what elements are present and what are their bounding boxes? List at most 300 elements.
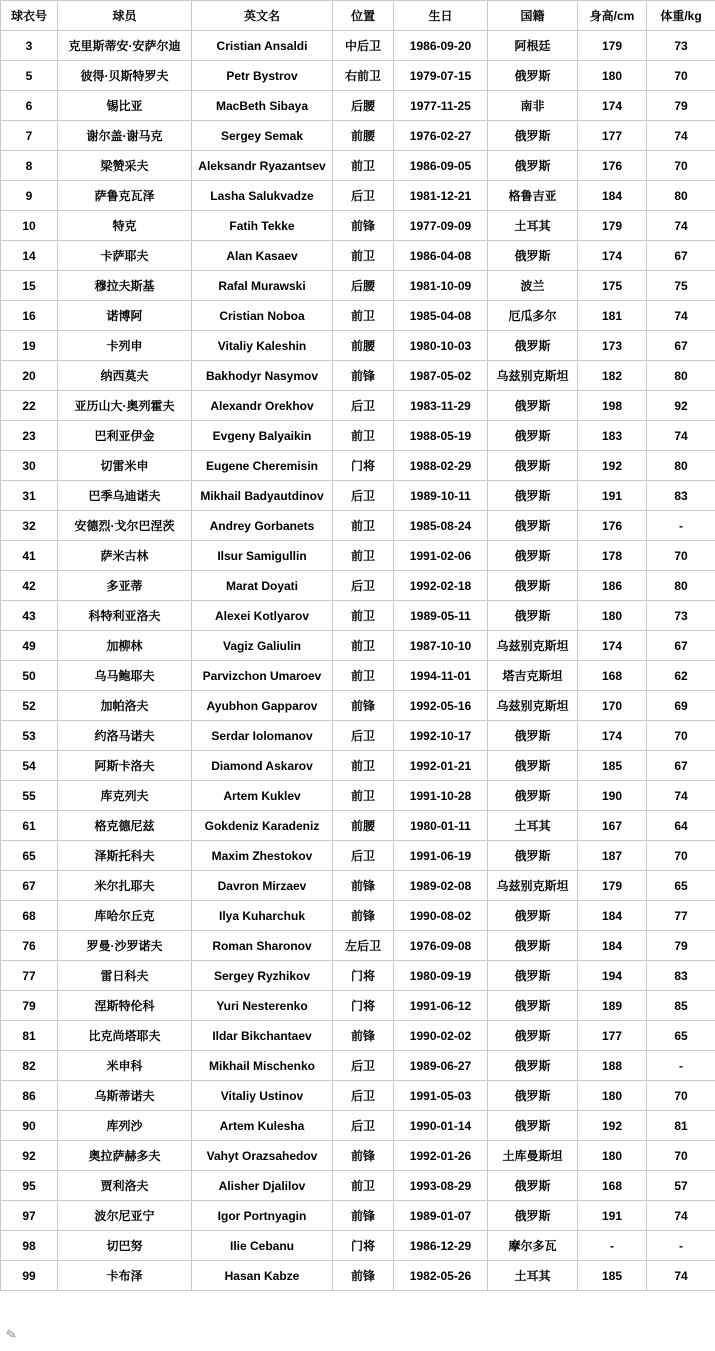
cell-jersey-number: 15 <box>1 271 58 301</box>
cell-height: 179 <box>578 211 647 241</box>
cell-height: 194 <box>578 961 647 991</box>
cell-position: 门将 <box>333 451 394 481</box>
cell-jersey-number: 3 <box>1 31 58 61</box>
cell-position: 前锋 <box>333 361 394 391</box>
cell-position: 前腰 <box>333 121 394 151</box>
cell-nationality: 俄罗斯 <box>488 601 578 631</box>
cell-player-name-cn: 卡布泽 <box>58 1261 192 1291</box>
cell-player-name-cn: 乌斯蒂诺夫 <box>58 1081 192 1111</box>
cell-jersey-number: 61 <box>1 811 58 841</box>
cell-player-name-en: Gokdeniz Karadeniz <box>192 811 333 841</box>
cell-position: 前卫 <box>333 781 394 811</box>
cell-jersey-number: 82 <box>1 1051 58 1081</box>
cell-nationality: 俄罗斯 <box>488 1021 578 1051</box>
cell-jersey-number: 7 <box>1 121 58 151</box>
cell-position: 前卫 <box>333 1171 394 1201</box>
cell-birthday: 1981-12-21 <box>394 181 488 211</box>
cell-position: 前锋 <box>333 211 394 241</box>
cell-nationality: 土耳其 <box>488 1261 578 1291</box>
cell-height: 198 <box>578 391 647 421</box>
cell-jersey-number: 23 <box>1 421 58 451</box>
cell-player-name-en: Ayubhon Gapparov <box>192 691 333 721</box>
cell-height: 192 <box>578 1111 647 1141</box>
cell-nationality: 俄罗斯 <box>488 931 578 961</box>
cell-weight: 74 <box>647 421 715 451</box>
cell-birthday: 1989-05-11 <box>394 601 488 631</box>
cell-birthday: 1988-02-29 <box>394 451 488 481</box>
cell-nationality: 俄罗斯 <box>488 961 578 991</box>
cell-player-name-cn: 乌马鲍耶夫 <box>58 661 192 691</box>
cell-weight: 79 <box>647 91 715 121</box>
cell-position: 后腰 <box>333 91 394 121</box>
cell-birthday: 1987-10-10 <box>394 631 488 661</box>
cell-player-name-en: Vitaliy Ustinov <box>192 1081 333 1111</box>
cell-birthday: 1992-05-16 <box>394 691 488 721</box>
cell-height: - <box>578 1231 647 1261</box>
cell-jersey-number: 90 <box>1 1111 58 1141</box>
cell-player-name-en: MacBeth Sibaya <box>192 91 333 121</box>
cell-player-name-cn: 格克德尼兹 <box>58 811 192 841</box>
cell-nationality: 俄罗斯 <box>488 511 578 541</box>
cell-weight: 85 <box>647 991 715 1021</box>
cell-player-name-cn: 泽斯托科夫 <box>58 841 192 871</box>
cell-jersey-number: 49 <box>1 631 58 661</box>
cell-position: 后卫 <box>333 841 394 871</box>
table-row <box>1 211 715 241</box>
cell-nationality: 格鲁吉亚 <box>488 181 578 211</box>
cell-position: 后卫 <box>333 481 394 511</box>
cell-height: 184 <box>578 901 647 931</box>
cell-height: 180 <box>578 601 647 631</box>
cell-height: 191 <box>578 481 647 511</box>
cell-birthday: 1987-05-02 <box>394 361 488 391</box>
cell-player-name-en: Bakhodyr Nasymov <box>192 361 333 391</box>
cell-height: 187 <box>578 841 647 871</box>
cell-weight: 70 <box>647 1081 715 1111</box>
cell-position: 后卫 <box>333 1111 394 1141</box>
cell-birthday: 1992-02-18 <box>394 571 488 601</box>
cell-nationality: 俄罗斯 <box>488 901 578 931</box>
table-row <box>1 601 715 631</box>
cell-birthday: 1986-09-05 <box>394 151 488 181</box>
cell-birthday: 1991-02-06 <box>394 541 488 571</box>
cell-position: 前卫 <box>333 751 394 781</box>
cell-nationality: 俄罗斯 <box>488 151 578 181</box>
cell-nationality: 俄罗斯 <box>488 1201 578 1231</box>
cell-height: 175 <box>578 271 647 301</box>
cell-jersey-number: 86 <box>1 1081 58 1111</box>
cell-player-name-en: Mikhail Mischenko <box>192 1051 333 1081</box>
cell-weight: 74 <box>647 121 715 151</box>
cell-position: 后卫 <box>333 721 394 751</box>
table-row <box>1 811 715 841</box>
cell-player-name-cn: 克里斯蒂安·安萨尔迪 <box>58 31 192 61</box>
cell-weight: 92 <box>647 391 715 421</box>
cell-birthday: 1990-02-02 <box>394 1021 488 1051</box>
cell-jersey-number: 22 <box>1 391 58 421</box>
cell-height: 182 <box>578 361 647 391</box>
cell-jersey-number: 19 <box>1 331 58 361</box>
cell-weight: 80 <box>647 451 715 481</box>
cell-jersey-number: 55 <box>1 781 58 811</box>
table-row <box>1 901 715 931</box>
cell-birthday: 1977-11-25 <box>394 91 488 121</box>
cell-position: 前卫 <box>333 151 394 181</box>
cell-player-name-en: Marat Doyati <box>192 571 333 601</box>
cell-player-name-cn: 奥拉萨赫多夫 <box>58 1141 192 1171</box>
cell-jersey-number: 41 <box>1 541 58 571</box>
cell-jersey-number: 10 <box>1 211 58 241</box>
cell-weight: 67 <box>647 751 715 781</box>
cell-nationality: 塔吉克斯坦 <box>488 661 578 691</box>
table-row <box>1 361 715 391</box>
cell-nationality: 俄罗斯 <box>488 991 578 1021</box>
cell-weight: 81 <box>647 1111 715 1141</box>
cell-weight: 80 <box>647 181 715 211</box>
table-row <box>1 1111 715 1141</box>
cell-player-name-cn: 库哈尔丘克 <box>58 901 192 931</box>
cell-position: 前卫 <box>333 241 394 271</box>
cell-position: 前锋 <box>333 691 394 721</box>
cell-jersey-number: 53 <box>1 721 58 751</box>
cell-jersey-number: 8 <box>1 151 58 181</box>
cell-position: 右前卫 <box>333 61 394 91</box>
cell-player-name-cn: 亚历山大·奥列霍夫 <box>58 391 192 421</box>
cell-height: 174 <box>578 91 647 121</box>
cell-height: 185 <box>578 751 647 781</box>
cell-position: 后卫 <box>333 181 394 211</box>
table-row <box>1 151 715 181</box>
cell-player-name-cn: 多亚蒂 <box>58 571 192 601</box>
cell-position: 后卫 <box>333 571 394 601</box>
cell-nationality: 俄罗斯 <box>488 451 578 481</box>
cell-player-name-en: Parvizchon Umaroev <box>192 661 333 691</box>
cell-nationality: 俄罗斯 <box>488 721 578 751</box>
cell-birthday: 1992-01-21 <box>394 751 488 781</box>
cell-player-name-en: Hasan Kabze <box>192 1261 333 1291</box>
cell-player-name-cn: 米申科 <box>58 1051 192 1081</box>
cell-weight: 80 <box>647 571 715 601</box>
cell-player-name-cn: 波尔尼亚宁 <box>58 1201 192 1231</box>
cell-position: 门将 <box>333 991 394 1021</box>
cell-jersey-number: 67 <box>1 871 58 901</box>
cell-player-name-cn: 卡列申 <box>58 331 192 361</box>
cell-player-name-en: Vagiz Galiulin <box>192 631 333 661</box>
cell-nationality: 乌兹别克斯坦 <box>488 871 578 901</box>
cell-jersey-number: 32 <box>1 511 58 541</box>
cell-jersey-number: 65 <box>1 841 58 871</box>
cell-jersey-number: 9 <box>1 181 58 211</box>
cell-birthday: 1989-01-07 <box>394 1201 488 1231</box>
cell-player-name-cn: 萨鲁克瓦泽 <box>58 181 192 211</box>
cell-weight: 70 <box>647 721 715 751</box>
cell-nationality: 阿根廷 <box>488 31 578 61</box>
cell-player-name-cn: 比克尚塔耶夫 <box>58 1021 192 1051</box>
table-row <box>1 61 715 91</box>
cell-player-name-en: Rafal Murawski <box>192 271 333 301</box>
cell-birthday: 1990-01-14 <box>394 1111 488 1141</box>
cell-jersey-number: 92 <box>1 1141 58 1171</box>
cell-nationality: 摩尔多瓦 <box>488 1231 578 1261</box>
cell-player-name-en: Sergey Semak <box>192 121 333 151</box>
cell-position: 后腰 <box>333 271 394 301</box>
cell-birthday: 1989-02-08 <box>394 871 488 901</box>
cell-height: 174 <box>578 721 647 751</box>
cell-weight: 77 <box>647 901 715 931</box>
table-row <box>1 721 715 751</box>
cell-position: 前卫 <box>333 661 394 691</box>
cell-nationality: 乌兹别克斯坦 <box>488 631 578 661</box>
cell-player-name-cn: 谢尔盖·谢马克 <box>58 121 192 151</box>
cell-player-name-cn: 卡萨耶夫 <box>58 241 192 271</box>
cell-player-name-cn: 纳西莫夫 <box>58 361 192 391</box>
table-row <box>1 841 715 871</box>
cell-jersey-number: 76 <box>1 931 58 961</box>
cell-nationality: 土库曼斯坦 <box>488 1141 578 1171</box>
table-row <box>1 1231 715 1261</box>
cell-player-name-en: Diamond Askarov <box>192 751 333 781</box>
cell-weight: 73 <box>647 601 715 631</box>
cell-player-name-cn: 库克列夫 <box>58 781 192 811</box>
cell-height: 185 <box>578 1261 647 1291</box>
cell-player-name-en: Aleksandr Ryazantsev <box>192 151 333 181</box>
cell-player-name-en: Evgeny Balyaikin <box>192 421 333 451</box>
cell-player-name-cn: 彼得·贝斯特罗夫 <box>58 61 192 91</box>
cell-player-name-en: Roman Sharonov <box>192 931 333 961</box>
table-row <box>1 121 715 151</box>
cell-height: 180 <box>578 61 647 91</box>
cell-weight: 74 <box>647 781 715 811</box>
cell-birthday: 1990-08-02 <box>394 901 488 931</box>
table-row <box>1 271 715 301</box>
cell-birthday: 1994-11-01 <box>394 661 488 691</box>
cell-jersey-number: 42 <box>1 571 58 601</box>
cell-height: 174 <box>578 631 647 661</box>
table-row <box>1 241 715 271</box>
table-row <box>1 1051 715 1081</box>
table-row <box>1 1141 715 1171</box>
cell-height: 191 <box>578 1201 647 1231</box>
cell-position: 前腰 <box>333 811 394 841</box>
column-header-height: 身高/cm <box>578 1 647 31</box>
cell-nationality: 南非 <box>488 91 578 121</box>
cell-weight: 64 <box>647 811 715 841</box>
cell-position: 后卫 <box>333 1051 394 1081</box>
cell-birthday: 1981-10-09 <box>394 271 488 301</box>
cell-jersey-number: 43 <box>1 601 58 631</box>
cell-player-name-en: Serdar Iolomanov <box>192 721 333 751</box>
table-row <box>1 91 715 121</box>
cell-player-name-cn: 涅斯特伦科 <box>58 991 192 1021</box>
cell-birthday: 1982-05-26 <box>394 1261 488 1291</box>
table-row <box>1 1081 715 1111</box>
cell-player-name-en: Vahyt Orazsahedov <box>192 1141 333 1171</box>
cell-player-name-cn: 锡比亚 <box>58 91 192 121</box>
cell-jersey-number: 20 <box>1 361 58 391</box>
cell-position: 前卫 <box>333 421 394 451</box>
table-row <box>1 751 715 781</box>
cell-position: 前锋 <box>333 871 394 901</box>
cell-position: 后卫 <box>333 1081 394 1111</box>
column-header-weight: 体重/kg <box>647 1 715 31</box>
cell-weight: 70 <box>647 841 715 871</box>
cell-nationality: 土耳其 <box>488 211 578 241</box>
cell-birthday: 1979-07-15 <box>394 61 488 91</box>
cell-weight: 57 <box>647 1171 715 1201</box>
cell-position: 前卫 <box>333 301 394 331</box>
cell-height: 180 <box>578 1081 647 1111</box>
column-header-position: 位置 <box>333 1 394 31</box>
table-row <box>1 631 715 661</box>
cell-nationality: 俄罗斯 <box>488 1111 578 1141</box>
cell-nationality: 波兰 <box>488 271 578 301</box>
cell-player-name-cn: 科特利亚洛夫 <box>58 601 192 631</box>
cell-birthday: 1986-12-29 <box>394 1231 488 1261</box>
cell-nationality: 俄罗斯 <box>488 241 578 271</box>
cell-player-name-cn: 切巴努 <box>58 1231 192 1261</box>
cell-birthday: 1988-05-19 <box>394 421 488 451</box>
cell-player-name-en: Ildar Bikchantaev <box>192 1021 333 1051</box>
cell-height: 184 <box>578 181 647 211</box>
cell-birthday: 1976-02-27 <box>394 121 488 151</box>
cell-position: 前卫 <box>333 511 394 541</box>
cell-birthday: 1983-11-29 <box>394 391 488 421</box>
cell-player-name-cn: 雷日科夫 <box>58 961 192 991</box>
cell-player-name-en: Sergey Ryzhikov <box>192 961 333 991</box>
cell-position: 门将 <box>333 1231 394 1261</box>
cell-player-name-cn: 穆拉夫斯基 <box>58 271 192 301</box>
table-row <box>1 541 715 571</box>
cell-birthday: 1992-01-26 <box>394 1141 488 1171</box>
cell-nationality: 俄罗斯 <box>488 751 578 781</box>
cell-jersey-number: 77 <box>1 961 58 991</box>
cell-nationality: 俄罗斯 <box>488 481 578 511</box>
table-row <box>1 31 715 61</box>
cell-birthday: 1976-09-08 <box>394 931 488 961</box>
cell-height: 188 <box>578 1051 647 1081</box>
cell-player-name-en: Lasha Salukvadze <box>192 181 333 211</box>
cell-jersey-number: 30 <box>1 451 58 481</box>
cell-weight: 74 <box>647 301 715 331</box>
cell-height: 183 <box>578 421 647 451</box>
cell-player-name-en: Artem Kuklev <box>192 781 333 811</box>
cell-player-name-cn: 诺博阿 <box>58 301 192 331</box>
cell-weight: 73 <box>647 31 715 61</box>
table-header-row <box>1 1 715 31</box>
cell-player-name-en: Maxim Zhestokov <box>192 841 333 871</box>
cell-height: 177 <box>578 121 647 151</box>
cell-nationality: 乌兹别克斯坦 <box>488 361 578 391</box>
cell-position: 后卫 <box>333 391 394 421</box>
cell-weight: 67 <box>647 331 715 361</box>
cell-position: 前卫 <box>333 631 394 661</box>
cell-jersey-number: 6 <box>1 91 58 121</box>
cell-player-name-en: Alisher Djalilov <box>192 1171 333 1201</box>
cell-player-name-en: Vitaliy Kaleshin <box>192 331 333 361</box>
table-row <box>1 1171 715 1201</box>
cell-player-name-en: Eugene Cheremisin <box>192 451 333 481</box>
cell-player-name-en: Fatih Tekke <box>192 211 333 241</box>
cell-birthday: 1992-10-17 <box>394 721 488 751</box>
cell-jersey-number: 99 <box>1 1261 58 1291</box>
cell-jersey-number: 16 <box>1 301 58 331</box>
cell-height: 192 <box>578 451 647 481</box>
cell-nationality: 俄罗斯 <box>488 571 578 601</box>
cell-height: 167 <box>578 811 647 841</box>
cell-position: 中后卫 <box>333 31 394 61</box>
cell-weight: 67 <box>647 631 715 661</box>
cell-nationality: 土耳其 <box>488 811 578 841</box>
cell-weight: 65 <box>647 871 715 901</box>
cell-player-name-en: Cristian Ansaldi <box>192 31 333 61</box>
table-row <box>1 1021 715 1051</box>
table-row <box>1 451 715 481</box>
cell-weight: - <box>647 1231 715 1261</box>
cell-position: 前卫 <box>333 601 394 631</box>
cell-weight: 79 <box>647 931 715 961</box>
cell-weight: 74 <box>647 1261 715 1291</box>
cell-player-name-cn: 库列沙 <box>58 1111 192 1141</box>
cell-nationality: 俄罗斯 <box>488 541 578 571</box>
cell-weight: 83 <box>647 481 715 511</box>
cell-nationality: 俄罗斯 <box>488 1081 578 1111</box>
cell-player-name-en: Davron Mirzaev <box>192 871 333 901</box>
table-row <box>1 781 715 811</box>
cell-height: 170 <box>578 691 647 721</box>
page-footer <box>0 1291 715 1351</box>
cell-position: 左后卫 <box>333 931 394 961</box>
cell-weight: 70 <box>647 1141 715 1171</box>
cell-jersey-number: 50 <box>1 661 58 691</box>
cell-height: 168 <box>578 661 647 691</box>
cell-jersey-number: 52 <box>1 691 58 721</box>
cell-position: 门将 <box>333 961 394 991</box>
table-row <box>1 421 715 451</box>
table-body <box>1 31 715 1291</box>
column-header-birthday: 生日 <box>394 1 488 31</box>
cell-birthday: 1985-04-08 <box>394 301 488 331</box>
column-header-jersey-number: 球衣号 <box>1 1 58 31</box>
cell-jersey-number: 68 <box>1 901 58 931</box>
cell-height: 173 <box>578 331 647 361</box>
cell-player-name-en: Alan Kasaev <box>192 241 333 271</box>
cell-nationality: 俄罗斯 <box>488 61 578 91</box>
cell-player-name-cn: 加帕洛夫 <box>58 691 192 721</box>
cell-jersey-number: 81 <box>1 1021 58 1051</box>
cell-player-name-cn: 巴利亚伊金 <box>58 421 192 451</box>
cell-weight: 70 <box>647 61 715 91</box>
cell-nationality: 俄罗斯 <box>488 391 578 421</box>
cell-jersey-number: 95 <box>1 1171 58 1201</box>
cell-jersey-number: 31 <box>1 481 58 511</box>
cell-player-name-cn: 特克 <box>58 211 192 241</box>
cell-position: 前锋 <box>333 1021 394 1051</box>
cell-nationality: 俄罗斯 <box>488 421 578 451</box>
cell-nationality: 俄罗斯 <box>488 1051 578 1081</box>
cell-position: 前锋 <box>333 1141 394 1171</box>
cell-birthday: 1986-09-20 <box>394 31 488 61</box>
column-header-nationality: 国籍 <box>488 1 578 31</box>
cell-player-name-en: Ilie Cebanu <box>192 1231 333 1261</box>
table-row <box>1 181 715 211</box>
table-row <box>1 871 715 901</box>
cell-birthday: 1989-06-27 <box>394 1051 488 1081</box>
cell-birthday: 1991-06-12 <box>394 991 488 1021</box>
cell-height: 168 <box>578 1171 647 1201</box>
cell-nationality: 乌兹别克斯坦 <box>488 691 578 721</box>
cell-player-name-en: Igor Portnyagin <box>192 1201 333 1231</box>
cell-jersey-number: 5 <box>1 61 58 91</box>
